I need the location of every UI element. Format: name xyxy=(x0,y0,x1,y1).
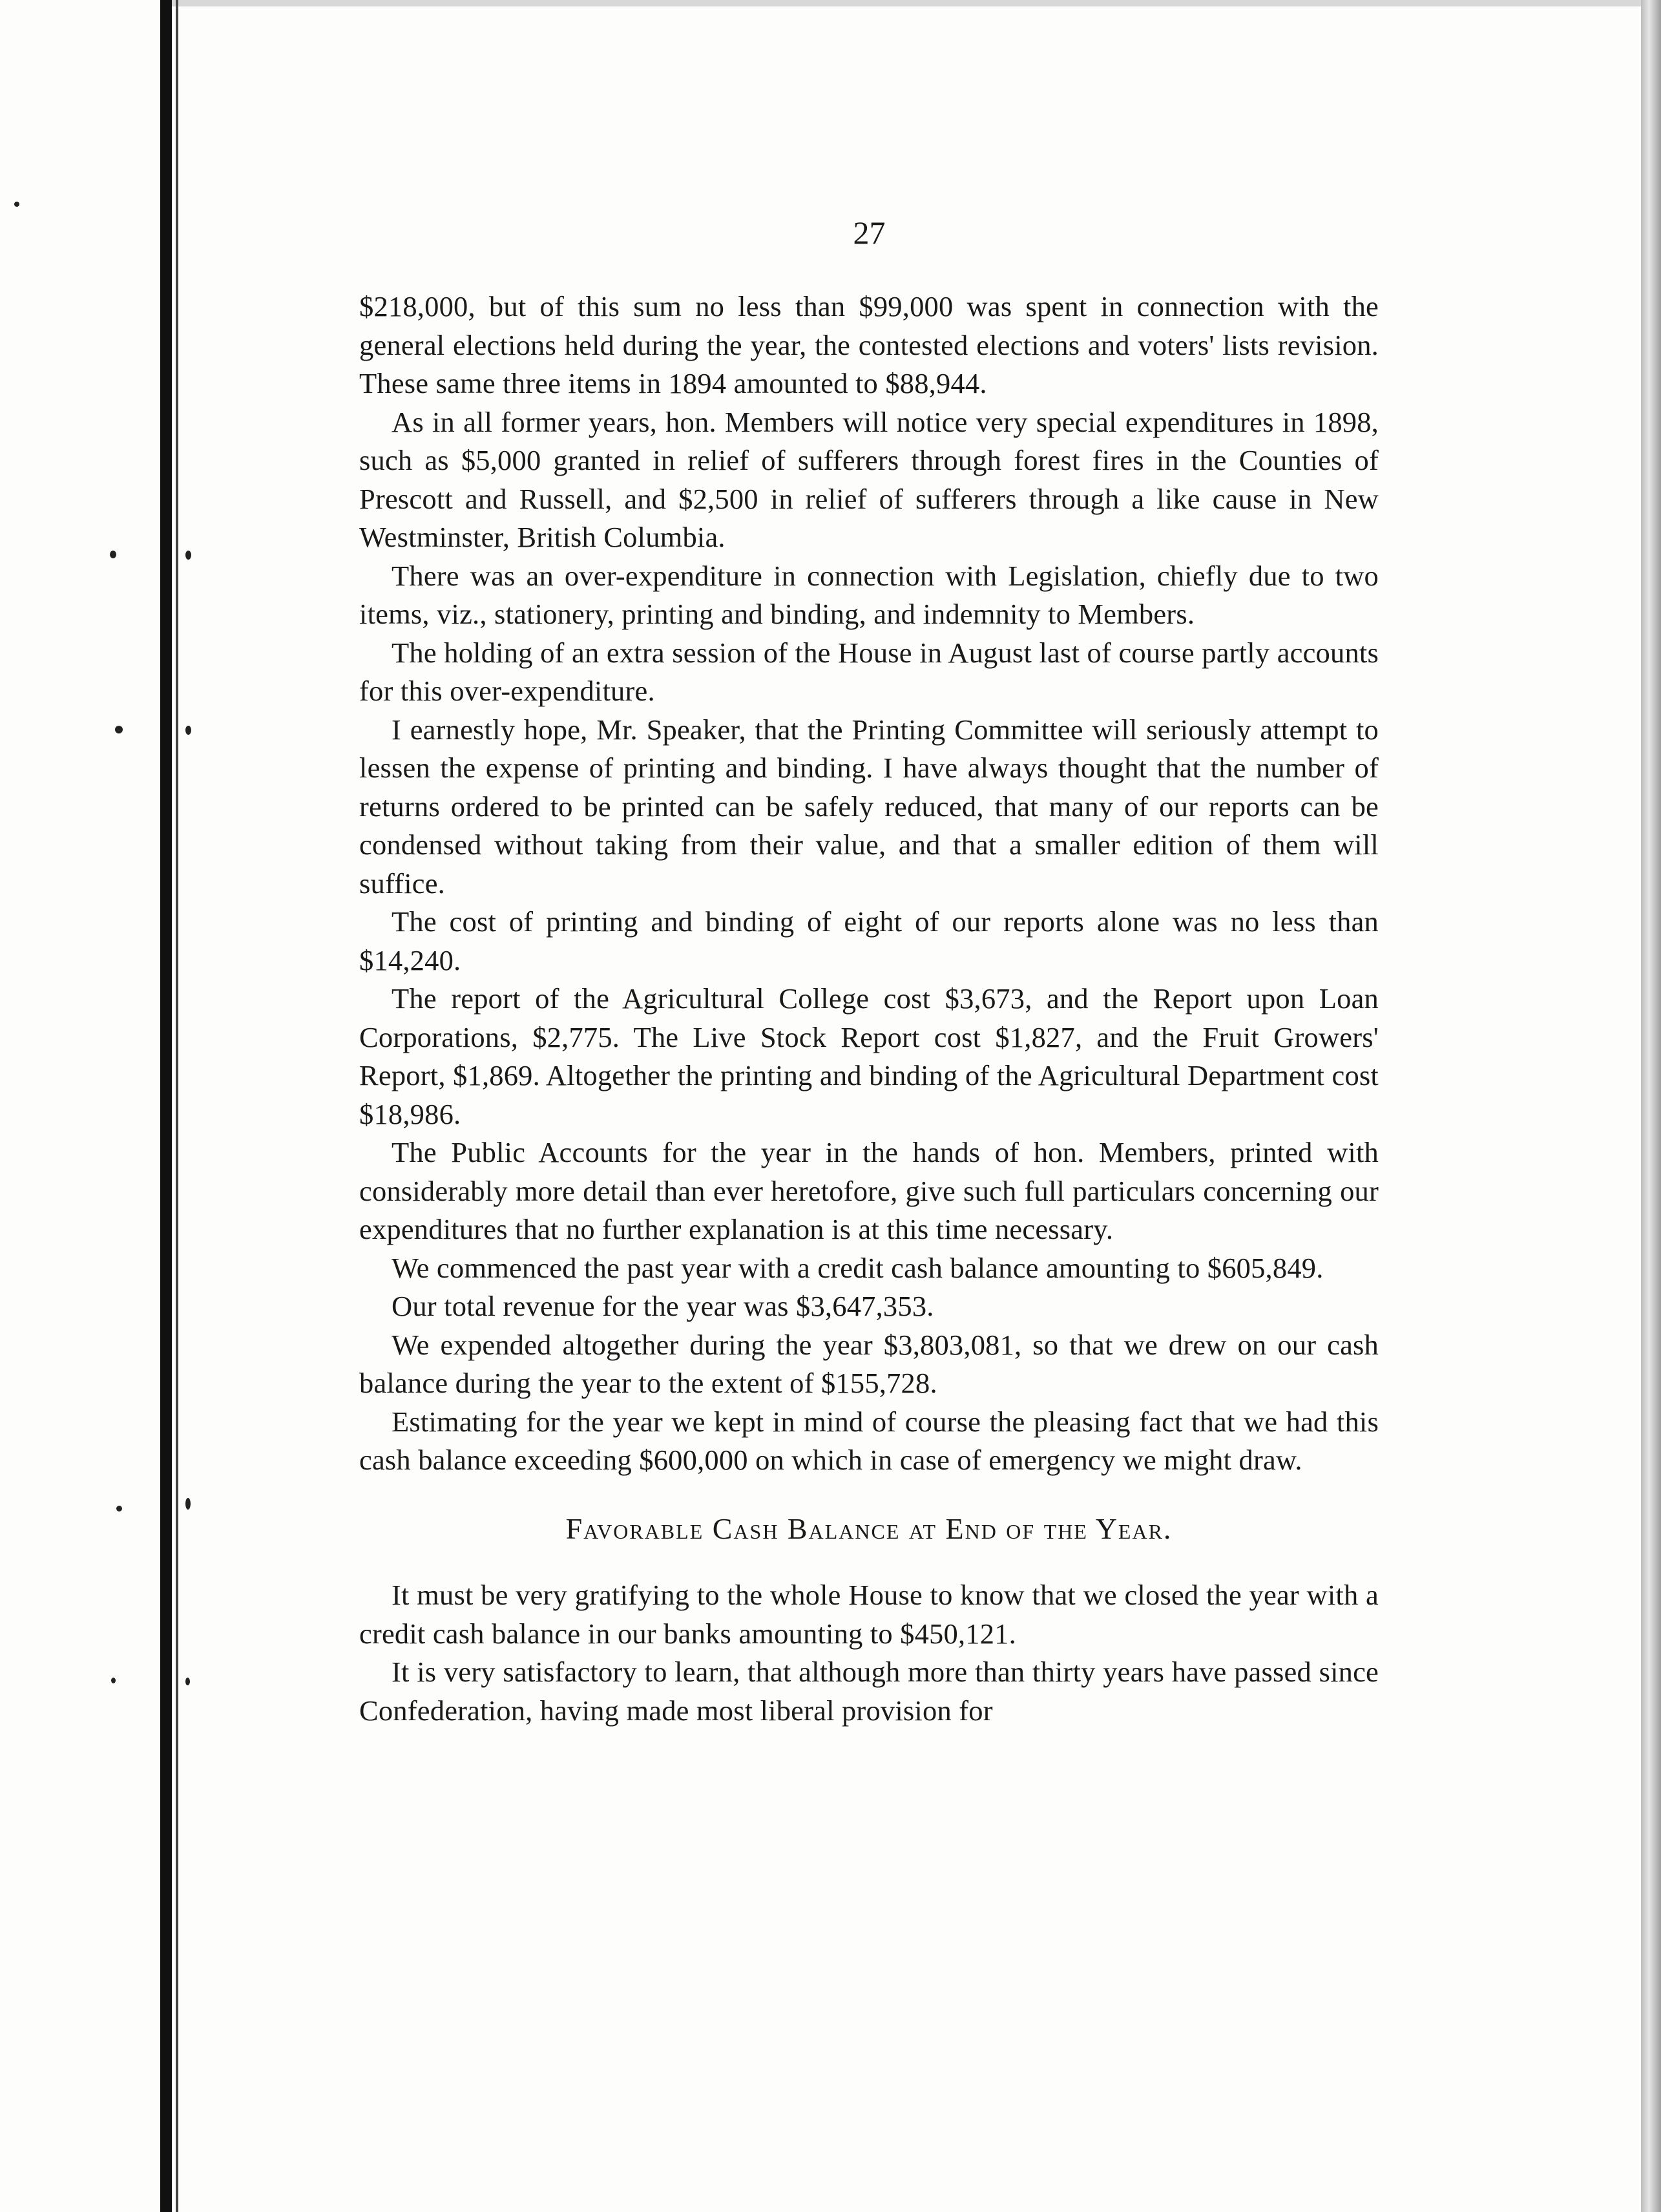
scan-speck xyxy=(116,1506,122,1512)
paragraph: The report of the Agricultural College cost $3,673, and the Report upon Loan Corporations, $2,775. The Live Stock Report cost $1,827, and the Fruit Growers' Report, $1,869. Altogether the printing and binding of the Agricultural Department cost $18,986. xyxy=(359,982,1379,1130)
page-right-edge xyxy=(1641,0,1661,2212)
paragraph: $218,000, but of this sum no less than $99,000 was spent in connection with the general elections held during the year, the contested elections and voters' lists revision. These same three items in 1894 amounted to $88,944. xyxy=(359,290,1379,399)
paragraph: It is very satisfactory to learn, that although more than thirty years have passed since Confederation, having made most liberal provision for xyxy=(359,1656,1379,1727)
scan-speck xyxy=(110,551,116,558)
paragraph: Estimating for the year we kept in mind of course the pleasing fact that we had this cash balance exceeding $600,000 on which in case of emergency we might draw. xyxy=(359,1405,1379,1476)
scan-speck xyxy=(185,1678,190,1685)
scan-speck xyxy=(111,1678,116,1683)
paragraph: As in all former years, hon. Members will notice very special expenditures in 1898, such as $5,000 granted in relief of sufferers through forest fires in the Counties of Prescott and Russell, and $2,500 in relief of sufferers through a like cause in New Westminster, British Columbia. xyxy=(359,405,1379,553)
paragraph: I earnestly hope, Mr. Speaker, that the Printing Committee will seriously attempt to lessen the expense of printing and binding. I have always thought that the number of returns ordered to be printed can be safely reduced, that many of our reports can be condensed without taking from their value, and that a smaller edition of them will suffice. xyxy=(359,713,1379,900)
paragraph: The Public Accounts for the year in the hands of hon. Members, printed with considerably more detail than ever heretofore, give such full particulars concerning our expenditures that no further explanation is at this time necessary. xyxy=(359,1136,1379,1245)
scan-speck xyxy=(14,202,19,207)
scan-speck xyxy=(185,1498,191,1510)
binding-line xyxy=(176,0,178,2212)
paragraph: The holding of an extra session of the House in August last of course partly accounts for this over-expenditure. xyxy=(359,636,1379,707)
paragraph: The cost of printing and binding of eight of our reports alone was no less than $14,240. xyxy=(359,905,1379,976)
binding-shadow xyxy=(160,0,172,2212)
page-number: 27 xyxy=(853,215,886,251)
paragraph: There was an over-expenditure in connection with Legislation, chiefly due to two items, viz., stationery, printing and binding, and indemnity to Members. xyxy=(359,559,1379,630)
page-top-edge xyxy=(160,0,1661,6)
scan-speck xyxy=(185,726,191,735)
paragraph: We commenced the past year with a credit cash balance amounting to $605,849. xyxy=(392,1251,1324,1284)
body-text xyxy=(359,288,1379,1730)
paragraph: It must be very gratifying to the whole House to know that we closed the year with a credit cash balance in our banks amounting to $450,121. xyxy=(359,1579,1379,1650)
section-heading: Favorable Cash Balance at End of the Year. xyxy=(565,1512,1173,1545)
paragraph: Our total revenue for the year was $3,647,353. xyxy=(392,1290,934,1322)
scan-speck xyxy=(115,726,123,733)
scan-speck xyxy=(185,551,191,560)
paragraph: We expended altogether during the year $3,803,081, so that we drew on our cash balance during the year to the extent of $155,728. xyxy=(359,1328,1379,1399)
